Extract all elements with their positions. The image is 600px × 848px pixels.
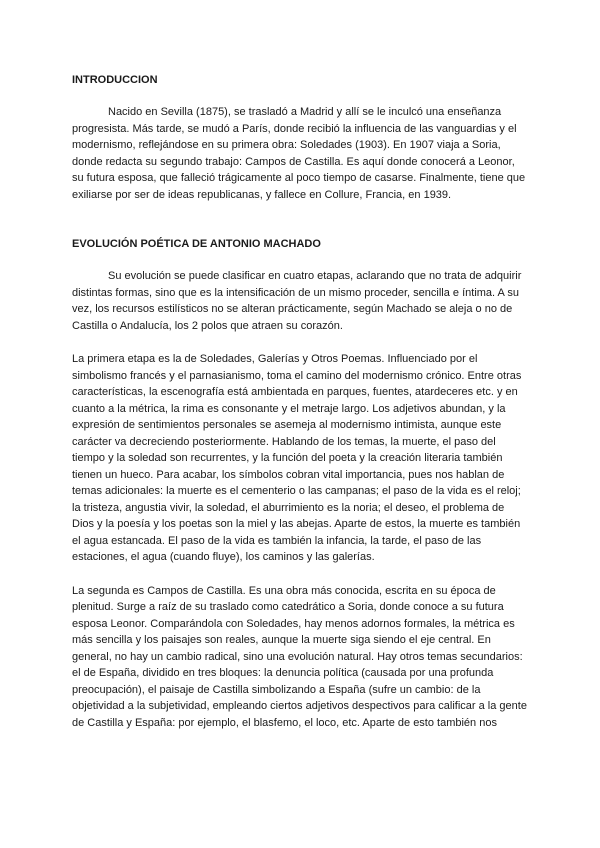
section-heading-evolucion: EVOLUCIÓN POÉTICA DE ANTONIO MACHADO	[72, 238, 321, 250]
section-heading-introduccion: INTRODUCCION	[72, 74, 158, 86]
document-page	[72, 72, 527, 731]
paragraph-evolucion-intro: Su evolución se puede clasificar en cuatro etapas, aclarando que no trata de adquirir distintas formas, sino que es la intensificación de un mismo proceder, sencilla e íntima. A su vez, los recursos estilísticos no se alteran prácticamente, según Machado se aleja o no de Castilla o Andalucía, los 2 polos que atraen su corazón.	[72, 270, 522, 332]
paragraph-segunda-etapa: La segunda es Campos de Castilla. Es una obra más conocida, escrita en su época de plenitud. Surge a raíz de su traslado como catedrático a Soria, donde conoce a su futura esposa Leonor. Comparándola con Soledades, hay menos adornos formales, la métrica es más sencilla y los paisajes son reales, aunque la muerte siga siendo el eje central. En general, no hay un cambio radical, sino una evolución natural. Hay otros temas secundarios: el de España, dividido en tres bloques: la denuncia política (causada por una profunda preocupación), el paisaje de Castilla simbolizando a España (sufre un cambio: de la objetividad a la subjetividad, empleando ciertos adjetivos despectivos para calificar a la gente de Castilla y España: por ejemplo, el blasfemo, el loco, etc. Aparte de esto también nos	[72, 584, 527, 729]
paragraph-primera-etapa: La primera etapa es la de Soledades, Galerías y Otros Poemas. Influenciado por el simbolismo francés y el parnasianismo, toma el camino del modernismo crónico. Entre otras características, la escenografía está ambientada en parques, fuentes, atardeceres etc. y en cuanto a la métrica, la rima es consonante y el metraje largo. Los adjetivos abundan, y la expresión de sentimientos personales se asemeja al modernismo intimista, aunque este carácter va decreciendo posteriormente. Hablando de los temas, la muerte, el paso del tiempo y la soledad son recurrentes, y la función del poeta y la creación literaria también tienen un hueco. Para acabar, los símbolos cobran vital importancia, pues nos hablan de temas adicionales: la muerte es el cementerio o las campanas; el paso de la vida es el reloj; la tristeza, angustia vivir, la soledad, el aburrimiento es la noria; el deseo, el problema de Dios y la poesía y los poetas son la miel y las abejas. Aparte de estos, la muerte es también el agua estancada. El paso de la vida es también la infancia, la tarde, el paso de las estaciones, el agua (cuando fluye), los caminos y las galerías.	[72, 353, 522, 563]
paragraph-introduccion: Nacido en Sevilla (1875), se trasladó a Madrid y allí se le inculcó una enseñanza progresista. Más tarde, se mudó a París, donde recibió la influencia de las vanguardias y el modernismo, reflejándose en su primera obra: Soledades (1903). En 1907 viaja a Soria, donde redacta su segundo trabajo: Campos de Castilla. Es aquí donde conocerá a Leonor, su futura esposa, que falleció trágicamente al poco tiempo de casarse. Finalmente, tiene que exiliarse por ser de ideas republicanas, y fallece en Collure, Francia, en 1939.	[72, 106, 526, 201]
